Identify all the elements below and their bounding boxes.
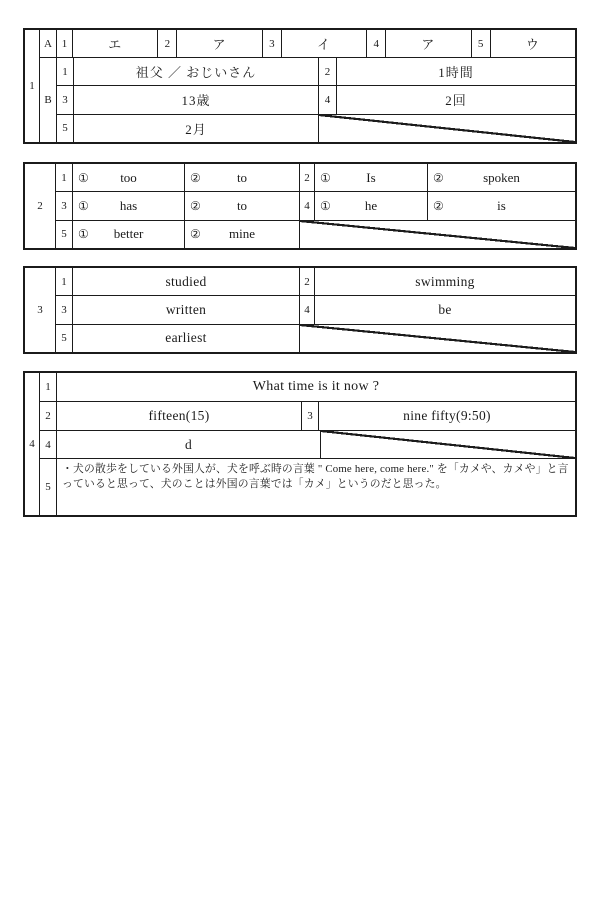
section3-body <box>55 268 575 352</box>
question-number: 3 <box>301 402 318 430</box>
section1-rowA <box>40 30 575 57</box>
answer-word: he <box>364 197 378 213</box>
answer-word: has <box>119 197 138 213</box>
answer-cell <box>184 164 299 191</box>
question-number: 5 <box>45 481 51 493</box>
table-row <box>57 58 575 85</box>
answer-word: to <box>236 197 248 213</box>
answer-cell: studied <box>72 268 299 295</box>
answer-cell: 2回 <box>336 86 575 113</box>
circled-1-mark: ① <box>78 198 89 213</box>
table-row <box>56 324 575 352</box>
table-row <box>40 401 575 430</box>
circled-2-mark: ② <box>190 227 201 242</box>
section1-body <box>39 30 575 142</box>
question-number: 5 <box>62 122 68 135</box>
answer-word: too <box>120 169 137 185</box>
answer-cell: 祖父 ／ おじいさん <box>73 58 318 85</box>
table-row <box>40 458 575 515</box>
table-row <box>56 191 575 219</box>
diagonal-blank-cell <box>318 115 575 142</box>
diagonal-blank-cell <box>299 221 575 248</box>
question-number: 1 <box>56 30 72 57</box>
rowA-label: A <box>44 37 52 50</box>
rowB-rows <box>56 58 575 142</box>
question-number: 4 <box>299 192 314 219</box>
question-number: 2 <box>318 58 336 85</box>
section4-body <box>39 373 575 515</box>
question-number: 2 <box>299 268 314 295</box>
circled-2-mark: ② <box>433 170 444 185</box>
rowB-label: B <box>44 94 52 106</box>
question-number: 4 <box>299 296 314 323</box>
circled-1-mark: ① <box>78 170 89 185</box>
answer-cell: d <box>56 431 320 458</box>
question-number: 4 <box>366 30 385 57</box>
question-number: 1 <box>61 275 67 288</box>
section3-label: 3 <box>37 304 43 316</box>
answer-cell: fifteen(15) <box>56 402 301 430</box>
table-row <box>56 295 575 323</box>
question-number: 5 <box>61 332 67 345</box>
answer-cell <box>184 221 299 248</box>
section4-label: 4 <box>29 438 35 450</box>
answer-cell: ア <box>385 30 470 57</box>
table-row <box>56 164 575 191</box>
answer-cell: be <box>314 296 575 323</box>
section2-body <box>55 164 575 248</box>
question-number: 3 <box>262 30 281 57</box>
answer-cell <box>427 164 575 191</box>
answer-cell <box>314 192 427 219</box>
question-number: 2 <box>157 30 176 57</box>
answer-cell: written <box>72 296 299 323</box>
question-number: 1 <box>45 381 51 393</box>
section3-table <box>23 266 577 354</box>
diagonal-blank-cell <box>299 325 575 352</box>
section2-table <box>23 162 577 250</box>
answer-cell <box>427 192 575 219</box>
question-number: 3 <box>61 303 67 316</box>
question-number: 4 <box>318 86 336 113</box>
section4-table <box>23 371 577 517</box>
answer-word: to <box>236 169 248 185</box>
table-row <box>57 85 575 113</box>
answer-word: spoken <box>483 169 520 185</box>
question-number: 1 <box>61 171 67 184</box>
circled-2-mark: ② <box>433 198 444 213</box>
question-number: 4 <box>45 438 51 451</box>
table-row <box>56 220 575 248</box>
answer-cell <box>72 164 184 191</box>
question-number: 5 <box>61 228 67 241</box>
answer-cell: 1時間 <box>336 58 575 85</box>
answer-cell: 13歳 <box>73 86 318 113</box>
table-row <box>40 430 575 458</box>
answer-cell: swimming <box>314 268 575 295</box>
circled-1-mark: ① <box>320 170 331 185</box>
answer-cell: What time is it now ? <box>56 373 575 401</box>
table-row <box>57 114 575 142</box>
diagonal-blank-cell <box>320 431 575 458</box>
circled-1-mark: ① <box>78 227 89 242</box>
section1-table <box>23 28 577 144</box>
answer-word: is <box>497 197 506 213</box>
answer-cell: 2月 <box>73 115 318 142</box>
section1-rowB <box>40 57 575 142</box>
table-row <box>40 373 575 401</box>
question-number: 5 <box>471 30 490 57</box>
question-number: 3 <box>61 199 67 212</box>
answer-cell <box>314 164 427 191</box>
answer-cell <box>72 221 184 248</box>
answer-cell: ア <box>176 30 261 57</box>
free-response-cell: ・犬の散歩をしている外国人が、犬を呼ぶ時の言葉 " Come here, come here." を「カメや、カメや」と言っていると思って、犬のことは外国の言葉では「カメ」というのだと思った。 <box>56 459 575 515</box>
circled-1-mark: ① <box>320 198 331 213</box>
answer-cell: エ <box>72 30 157 57</box>
section2-label: 2 <box>37 200 43 212</box>
answer-cell: nine fifty(9:50) <box>318 402 575 430</box>
answer-word: mine <box>229 226 255 242</box>
question-number: 2 <box>45 410 51 422</box>
question-number: 1 <box>62 65 68 78</box>
section1-label: 1 <box>29 80 35 92</box>
answer-cell <box>184 192 299 219</box>
question-number: 3 <box>62 93 68 106</box>
answer-cell: イ <box>281 30 366 57</box>
answer-word: better <box>113 226 144 242</box>
answer-word: Is <box>366 169 376 185</box>
question-number: 2 <box>299 164 314 191</box>
answer-cell: earliest <box>72 325 299 352</box>
answer-cell <box>72 192 184 219</box>
answer-cell: ウ <box>490 30 575 57</box>
circled-2-mark: ② <box>190 170 201 185</box>
table-row <box>56 268 575 295</box>
circled-2-mark: ② <box>190 198 201 213</box>
